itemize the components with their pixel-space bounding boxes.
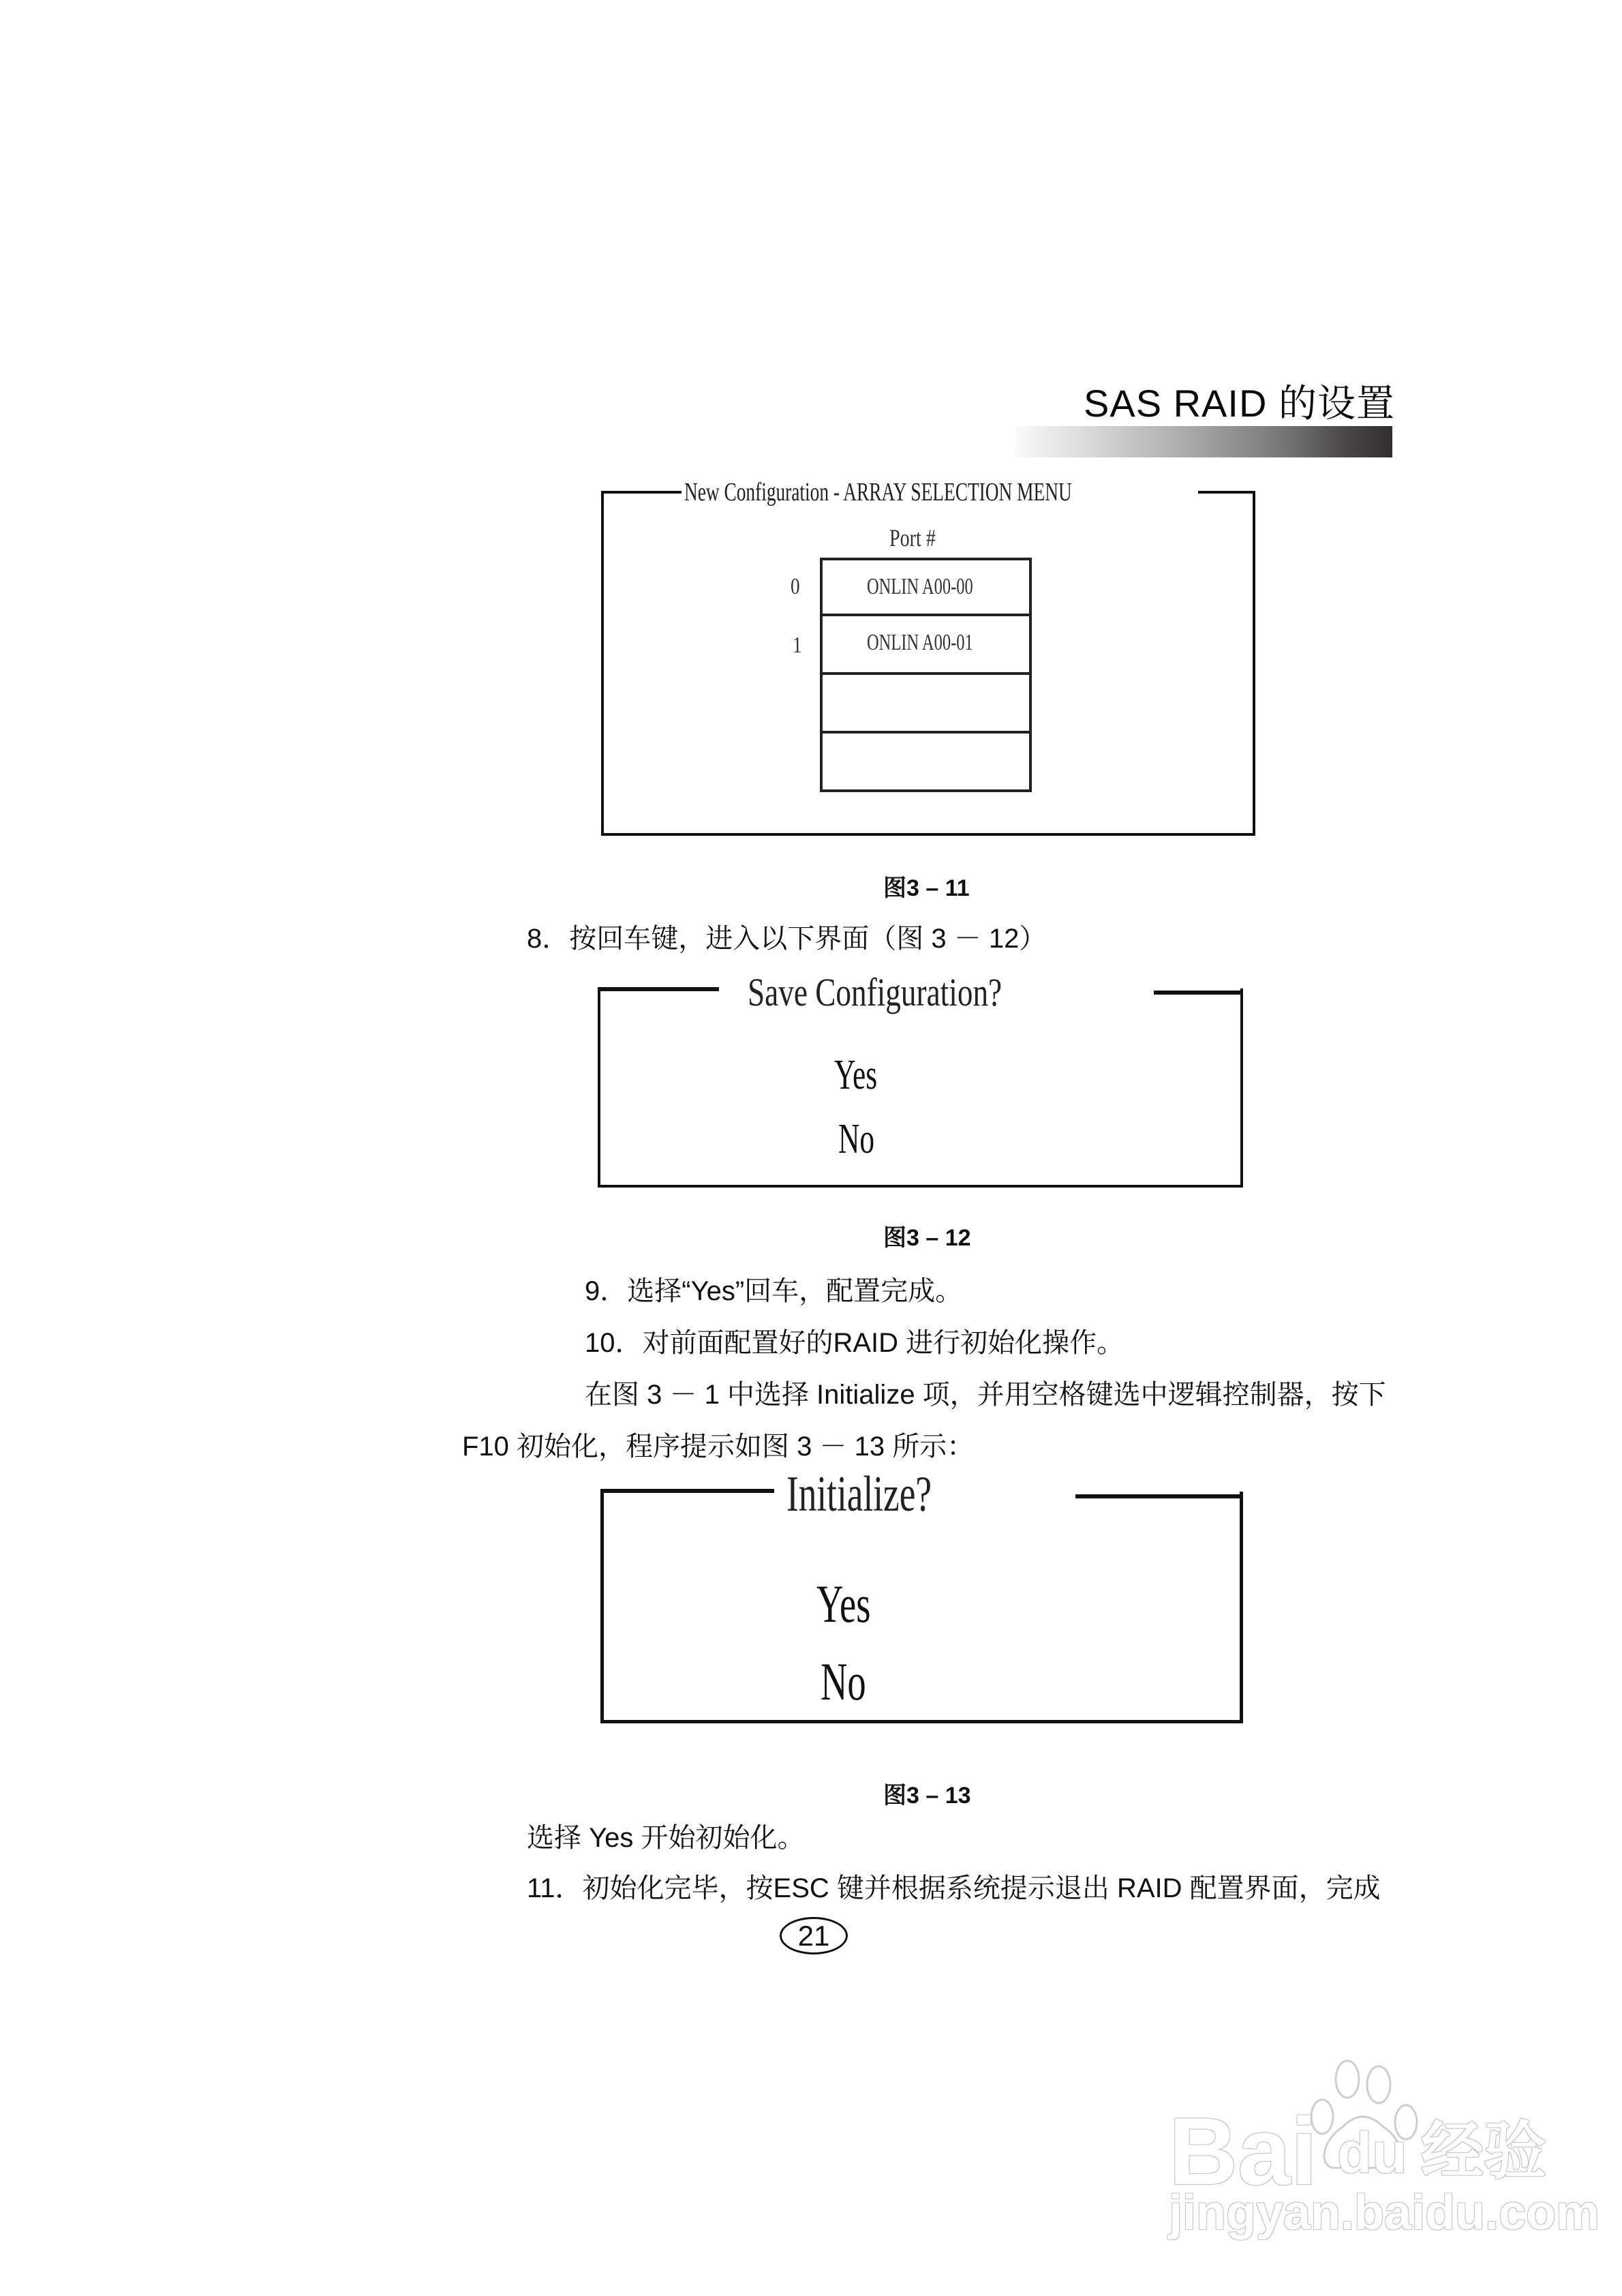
watermark-url: jingyan.baidu.com xyxy=(1169,2186,1600,2240)
step-11-text: 11．初始化完毕，按ESC 键并根据系统提示退出 RAID 配置界面，完成 xyxy=(527,1873,1381,1903)
array-row-value: ONLIN A00-00 xyxy=(867,574,973,599)
watermark-logo-du: du xyxy=(1337,2121,1407,2185)
port-column-header: Port # xyxy=(889,524,936,552)
figure-caption-3-12: 图3 – 12 xyxy=(883,1225,971,1251)
frame-top-left xyxy=(600,1489,774,1493)
page-number: 21 xyxy=(780,1917,848,1954)
port-label-0: 0 xyxy=(791,574,800,599)
array-row-value: ONLIN A00-01 xyxy=(867,630,973,655)
port-label-1: 1 xyxy=(793,633,802,658)
option-no[interactable]: No xyxy=(838,1116,875,1162)
select-yes-text: 选择 Yes 开始初始化。 xyxy=(527,1823,805,1853)
watermark-logo-jingyan: 经验 xyxy=(1421,2117,1547,2186)
array-row-3[interactable] xyxy=(820,734,1032,792)
save-window-frame xyxy=(598,988,1243,1188)
array-port-table xyxy=(820,558,1032,792)
header-gradient-bar xyxy=(1015,426,1392,457)
array-window-title: New Configuration - ARRAY SELECTION MENU xyxy=(684,478,1072,507)
option-yes[interactable]: Yes xyxy=(834,1052,878,1098)
frame-top-right xyxy=(1198,491,1255,494)
step-9-text: 9．选择“Yes”回车，配置完成。 xyxy=(585,1276,963,1306)
initialize-window-title: Initialize? xyxy=(786,1466,932,1522)
watermark-logo-bai: Bai xyxy=(1169,2098,1317,2205)
paragraph-line-2: F10 初始化，程序提示如图 3 － 13 所示： xyxy=(462,1432,975,1462)
frame-top-right xyxy=(1154,991,1243,995)
save-window-title: Save Configuration? xyxy=(748,970,1003,1014)
initialize-window-frame xyxy=(600,1492,1243,1723)
array-row-2[interactable] xyxy=(820,675,1032,734)
array-row-1[interactable] xyxy=(820,616,1032,675)
option-yes[interactable]: Yes xyxy=(816,1574,871,1633)
frame-top-left xyxy=(601,491,682,494)
frame-top-left xyxy=(598,987,719,991)
paragraph-line-1: 在图 3 － 1 中选择 Initialize 项，并用空格键选中逻辑控制器，按下 xyxy=(585,1380,1386,1410)
step-10-text: 10．对前面配置好的RAID 进行初始化操作。 xyxy=(585,1328,1124,1358)
chapter-title: SAS RAID 的设置 xyxy=(1084,382,1395,425)
frame-top-right xyxy=(1075,1494,1243,1498)
figure-caption-3-13: 图3 – 13 xyxy=(883,1783,971,1809)
step-8-text: 8．按回车键，进入以下界面（图 3 － 12） xyxy=(527,924,1047,954)
array-row-0[interactable] xyxy=(820,558,1032,616)
baidu-jingyan-watermark xyxy=(1159,2052,1600,2256)
figure-caption-3-11: 图3 – 11 xyxy=(883,875,970,901)
option-no[interactable]: No xyxy=(821,1652,866,1711)
